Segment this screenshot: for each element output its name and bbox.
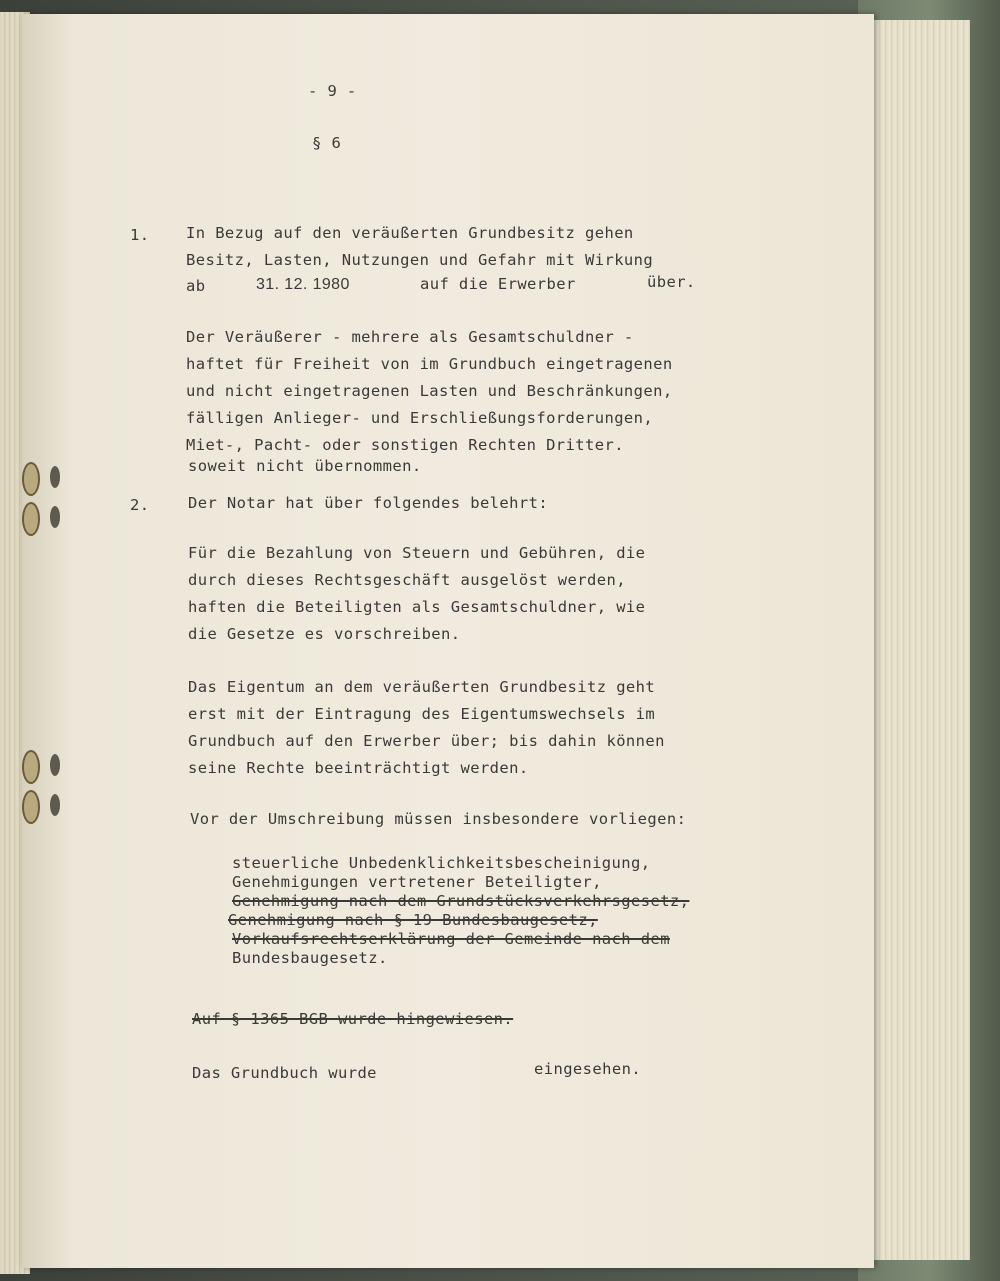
ownership-line: Das Eigentum an dem veräußerten Grundbesitz geht (188, 678, 656, 696)
tax-line: die Gesetze es vorschreiben. (188, 625, 461, 643)
item1-line: In Bezug auf den veräußerten Grundbesitz gehen (186, 224, 634, 242)
binder-ring-icon (22, 462, 40, 496)
binder-ring-icon (22, 502, 40, 536)
page-number: - 9 - (308, 82, 357, 100)
liability-line: soweit nicht übernommen. (188, 457, 422, 475)
struck-requirement: Genehmigung nach § 19 Bundesbaugesetz, (228, 911, 598, 929)
requirement-item: steuerliche Unbedenklichkeitsbescheinigung, (232, 854, 651, 872)
requirement-item: Bundesbaugesetz. (232, 949, 388, 967)
struck-requirement: Vorkaufsrechtserklärung der Gemeinde nach dem (232, 930, 670, 948)
instruction-intro: Der Notar hat über folgendes belehrt: (188, 494, 549, 512)
ownership-line: Grundbuch auf den Erwerber über; bis dahin können (188, 732, 665, 750)
document-page (22, 14, 874, 1268)
struck-requirement: Genehmigung nach dem Grundstücksverkehrsgesetz, (232, 892, 690, 910)
ownership-line: seine Rechte beeinträchtigt werden. (188, 759, 529, 777)
binder-ring-icon (22, 750, 40, 784)
punch-hole (50, 506, 60, 528)
item1-line: Besitz, Lasten, Nutzungen und Gefahr mit Wirkung (186, 251, 654, 269)
liability-line: fälligen Anlieger- und Erschließungsforderungen, (186, 409, 654, 427)
tax-line: haften die Beteiligten als Gesamtschuldner, wie (188, 598, 646, 616)
liability-line: Miet-, Pacht- oder sonstigen Rechten Dritter. (186, 436, 624, 454)
struck-note: Auf § 1365 BGB wurde hingewiesen. (192, 1010, 514, 1028)
tax-line: Für die Bezahlung von Steuern und Gebühren, die (188, 544, 646, 562)
ownership-line: erst mit der Eintragung des Eigentumswechsels im (188, 705, 656, 723)
punch-hole (50, 466, 60, 488)
grundbuch-prefix: Das Grundbuch wurde (192, 1064, 377, 1082)
requirements-intro: Vor der Umschreibung müssen insbesondere vorliegen: (190, 810, 687, 828)
transfer-date: 31. 12. 1980 (256, 276, 350, 293)
binder-ring-icon (22, 790, 40, 824)
punch-hole (50, 754, 60, 776)
item1-line-mid: auf die Erwerber (420, 275, 576, 293)
item1-line-prefix: ab (186, 277, 206, 295)
liability-line: Der Veräußerer - mehrere als Gesamtschuldner - (186, 328, 634, 346)
punch-hole (50, 794, 60, 816)
item-number: 1. (130, 226, 150, 244)
item1-line-end: über. (647, 273, 696, 291)
section-heading: § 6 (312, 134, 342, 152)
grundbuch-suffix: eingesehen. (534, 1060, 642, 1078)
liability-line: haftet für Freiheit von im Grundbuch eingetragenen (186, 355, 673, 373)
item-number: 2. (130, 496, 150, 514)
tax-line: durch dieses Rechtsgeschäft ausgelöst werden, (188, 571, 626, 589)
requirement-item: Genehmigungen vertretener Beteiligter, (232, 873, 602, 891)
liability-line: und nicht eingetragenen Lasten und Beschränkungen, (186, 382, 673, 400)
